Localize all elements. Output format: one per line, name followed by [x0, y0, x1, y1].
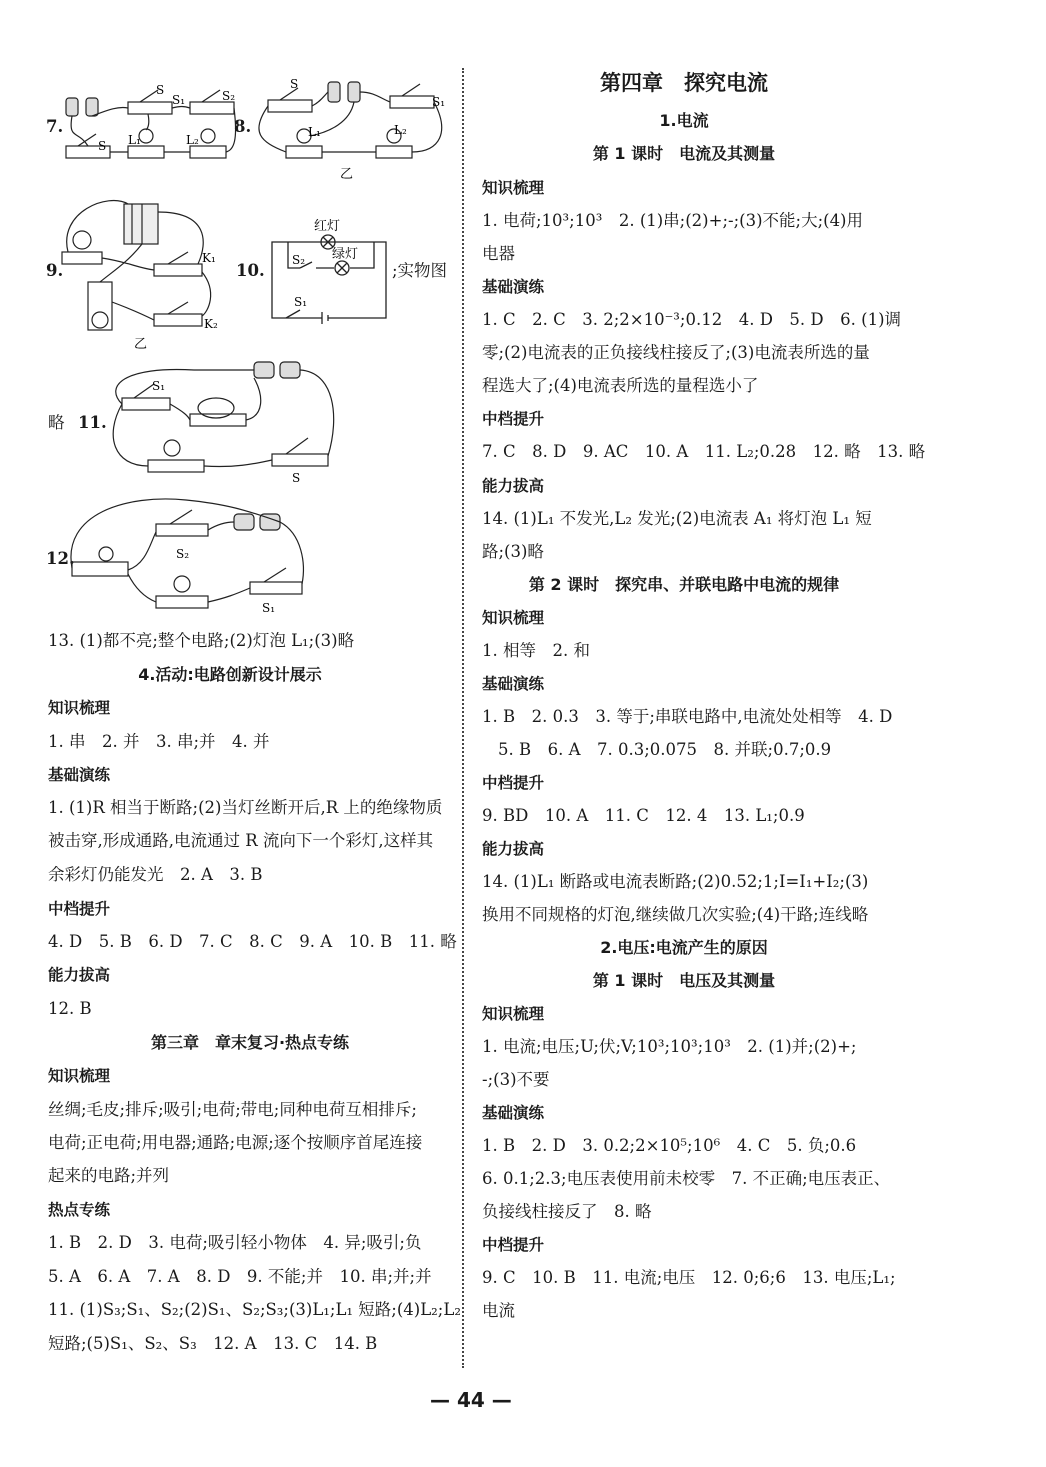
circuit-diagram-10: [262, 214, 394, 326]
answer-line: 1. 电荷;10³;10³ 2. (1)串;(2)+;-;(3)不能;大;(4)用: [482, 211, 863, 230]
circuit-diagram-9: [58, 192, 238, 352]
answer-line: 短路;(5)S₁、S₂、S₃ 12. A 13. C 14. B: [48, 1334, 378, 1353]
answer-line: 1. 串 2. 并 3. 串;并 4. 并: [48, 732, 270, 751]
circuit-diagram-11: [104, 356, 344, 490]
fig10-label-s2: S₂: [292, 253, 306, 267]
heading-knowledge: 知识梳理: [482, 609, 545, 627]
fig10-label-s1: S₁: [294, 295, 308, 309]
section-title-activity: 4.活动:电路创新设计展示: [138, 665, 322, 684]
fig12-number: 12.: [46, 549, 75, 568]
fig11-label-s1: S₁: [152, 379, 166, 393]
fig8-number: 8.: [234, 117, 252, 136]
heading-middle: 中档提升: [482, 1236, 545, 1254]
circuit-diagram-8: [250, 72, 460, 182]
fig7-label-s1: S₁: [172, 93, 186, 107]
answer-line: 1. 相等 2. 和: [482, 641, 590, 660]
fig10-number: 10.: [236, 261, 265, 280]
answer-13: 13. (1)都不亮;整个电路;(2)灯泡 L₁;(3)略: [48, 631, 355, 650]
answer-line: 丝绸;毛皮;排斥;吸引;电荷;带电;同种电荷互相排斥;: [48, 1100, 417, 1119]
section-title-voltage: 2.电压:电流产生的原因: [600, 938, 768, 957]
fig12-label-s2: S₂: [176, 547, 190, 561]
fig8-label-l2: L₂: [394, 123, 407, 137]
answer-line: 9. C 10. B 11. 电流;电压 12. 0;6;6 13. 电压;L₁;: [482, 1268, 896, 1287]
fig9-caption: 乙: [134, 337, 148, 352]
lesson-title-2: 第 2 课时 探究串、并联电路中电流的规律: [528, 575, 840, 594]
lesson-title-1: 第 1 课时 电流及其测量: [592, 144, 776, 163]
answer-line: 换用不同规格的灯泡,继续做几次实验;(4)干路;连线略: [482, 905, 869, 924]
fig11-number: 11.: [78, 413, 107, 432]
column-divider: [462, 68, 464, 1368]
fig11-prefix: 略: [48, 413, 65, 432]
circuit-diagram-12: [66, 494, 326, 622]
heading-knowledge: 知识梳理: [48, 699, 111, 717]
fig9-label-k2: K₂: [204, 317, 218, 331]
lesson-title-voltage: 第 1 课时 电压及其测量: [592, 971, 776, 990]
fig10-suffix: ;实物图: [392, 261, 448, 280]
answer-line: 1. 电流;电压;U;伏;V;10³;10³;10³ 2. (1)并;(2)+;: [482, 1037, 857, 1056]
answer-line: 6. 0.1;2.3;电压表使用前未校零 7. 不正确;电压表正、: [482, 1169, 891, 1188]
answer-line: 14. (1)L₁ 不发光,L₂ 发光;(2)电流表 A₁ 将灯泡 L₁ 短: [482, 509, 872, 528]
heading-knowledge: 知识梳理: [48, 1067, 111, 1085]
answer-line: 余彩灯仍能发光 2. A 3. B: [48, 865, 263, 884]
answer-line: 被击穿,形成通路,电流通过 R 流向下一个彩灯,这样其: [48, 831, 434, 850]
fig9-number: 9.: [46, 261, 64, 280]
answer-line: 12. B: [48, 999, 92, 1018]
answer-line: 1. B 2. 0.3 3. 等于;串联电路中,电流处处相等 4. D: [482, 707, 893, 726]
answer-line: 4. D 5. B 6. D 7. C 8. C 9. A 10. B 11. 略: [48, 932, 457, 951]
fig8-caption: 乙: [340, 167, 354, 182]
fig12-label-s1: S₁: [262, 601, 276, 615]
answer-line: -;(3)不要: [482, 1070, 550, 1089]
fig7-label-l1: L₁: [128, 133, 141, 147]
answer-line: 起来的电路;并列: [48, 1166, 170, 1185]
answer-line: 9. BD 10. A 11. C 12. 4 13. L₁;0.9: [482, 806, 805, 825]
fig8-label-s: S: [290, 77, 299, 91]
fig7-label-l2: L₂: [186, 133, 199, 147]
heading-basic: 基础演练: [482, 1104, 545, 1122]
answer-line: 11. (1)S₃;S₁、S₂;(2)S₁、S₂;S₃;(3)L₁;L₁ 短路;(4)L₂;L₂: [48, 1300, 461, 1319]
heading-basic: 基础演练: [48, 766, 111, 784]
chapter-title: 第四章 探究电流: [600, 71, 768, 95]
heading-ability: 能力拔高: [482, 477, 545, 495]
answer-line: 14. (1)L₁ 断路或电流表断路;(2)0.52;1;I=I₁+I₂;(3): [482, 872, 869, 891]
answer-line: 1. (1)R 相当于断路;(2)当灯丝断开后,R 上的绝缘物质: [48, 798, 443, 817]
answer-line: 路;(3)略: [482, 542, 544, 561]
section-title-current: 1.电流: [659, 111, 709, 130]
heading-middle: 中档提升: [482, 410, 545, 428]
page-number: — 44 —: [430, 1388, 512, 1412]
heading-basic: 基础演练: [482, 675, 545, 693]
heading-ability: 能力拔高: [482, 840, 545, 858]
heading-middle: 中档提升: [482, 774, 545, 792]
fig10-label-green-lamp: 绿灯: [332, 247, 359, 262]
fig9-label-k1: K₁: [202, 251, 216, 265]
heading-ability: 能力拔高: [48, 966, 111, 984]
answer-line: 零;(2)电流表的正负接线柱接反了;(3)电流表所选的量: [482, 343, 870, 362]
heading-knowledge: 知识梳理: [482, 179, 545, 197]
fig7-number: 7.: [46, 117, 64, 136]
answer-line: 负接线柱接反了 8. 略: [482, 1202, 652, 1221]
answer-line: 5. B 6. A 7. 0.3;0.075 8. 并联;0.7;0.9: [498, 740, 832, 759]
answer-line: 电器: [482, 244, 515, 263]
answer-line: 电流: [482, 1301, 515, 1320]
fig8-label-l1: L₁: [308, 125, 321, 139]
answer-line: 电荷;正电荷;用电器;通路;电源;逐个按顺序首尾连接: [48, 1133, 423, 1152]
section-title-chapter3-review: 第三章 章末复习·热点专练: [150, 1033, 350, 1052]
heading-hotspot: 热点专练: [48, 1201, 111, 1219]
fig11-label-s: S: [292, 471, 301, 485]
answer-line: 7. C 8. D 9. AC 10. A 11. L₂;0.28 12. 略 13. 略: [482, 442, 926, 461]
answer-line: 1. B 2. D 3. 电荷;吸引轻小物体 4. 异;吸引;负: [48, 1233, 422, 1252]
fig7-label-s-bottom: S: [98, 139, 107, 153]
answer-line: 5. A 6. A 7. A 8. D 9. 不能;并 10. 串;并;并: [48, 1267, 432, 1286]
heading-middle: 中档提升: [48, 900, 111, 918]
heading-knowledge: 知识梳理: [482, 1005, 545, 1023]
fig8-label-s1: S₁: [432, 95, 446, 109]
fig7-label-s: S: [156, 83, 165, 97]
heading-basic: 基础演练: [482, 278, 545, 296]
answer-line: 1. B 2. D 3. 0.2;2×10⁵;10⁶ 4. C 5. 负;0.6: [482, 1136, 857, 1155]
circuit-diagram-7: [58, 80, 238, 170]
answer-line: 程选大了;(4)电流表所选的量程选小了: [482, 376, 759, 395]
answer-line: 1. C 2. C 3. 2;2×10⁻³;0.12 4. D 5. D 6. (1)调: [482, 310, 902, 329]
fig7-label-s2: S₂: [222, 89, 236, 103]
fig10-label-red-lamp: 红灯: [314, 219, 341, 234]
